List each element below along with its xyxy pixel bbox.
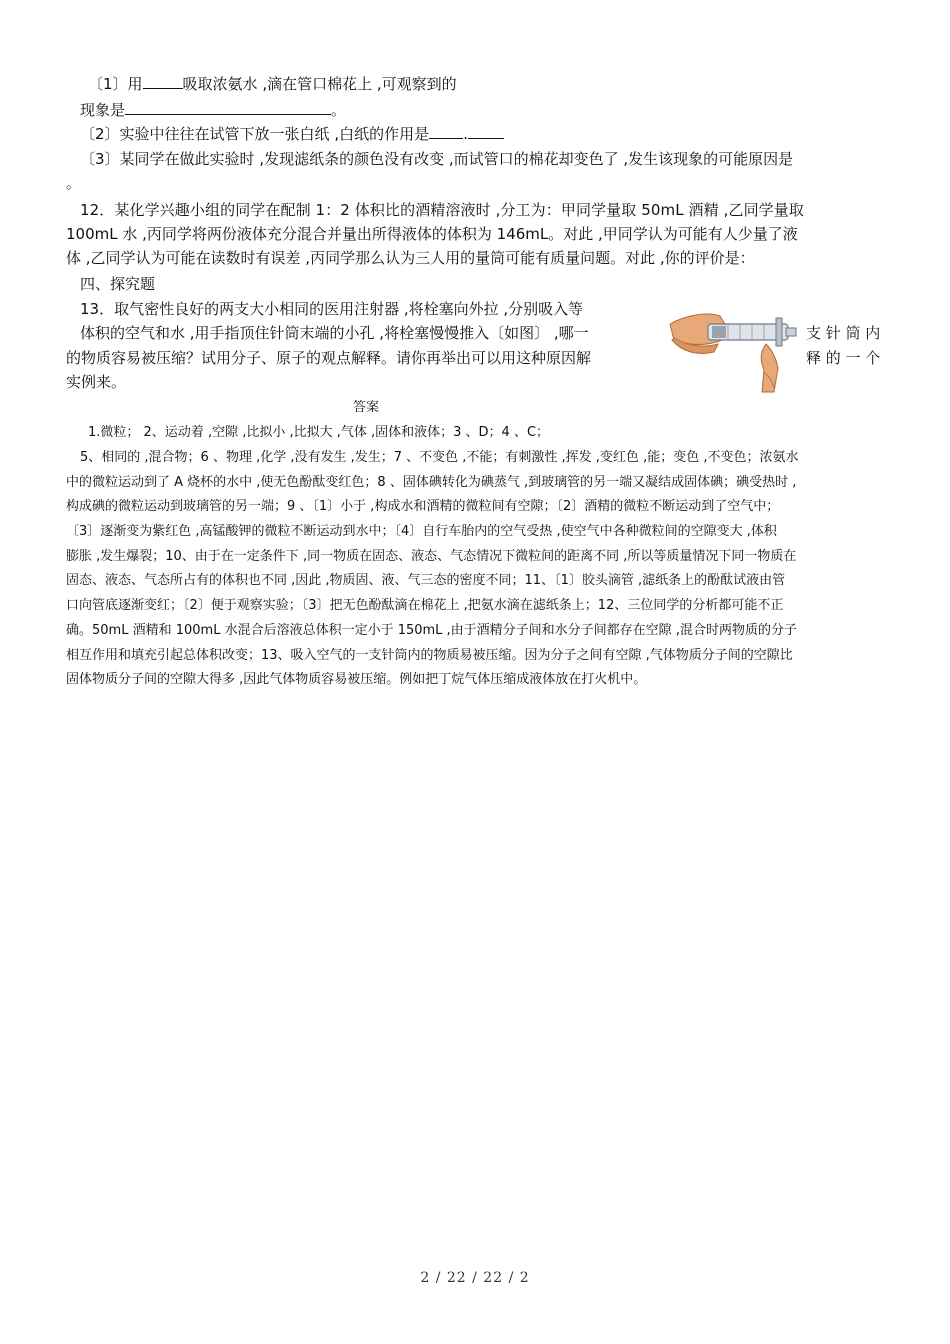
q11-part2-text-b: .	[463, 125, 468, 143]
syringe-illustration	[668, 300, 800, 396]
answer-line: 中的微粒运动到了 A 烧杯的水中 ,使无色酚酞变红色；8 、固体碘转化为碘蒸气 ,到玻璃管的另一端又凝结成固体碘；碘受热时 ,	[66, 475, 797, 490]
answer-line: 1.微粒； 2、运动着 ,空隙 ,比拟小 ,比拟大 ,气体 ,固体和液体；3 、D；4 、C；	[88, 425, 550, 440]
section-heading: 四、探究题	[80, 275, 156, 293]
answers-title: 答案	[353, 400, 380, 415]
answer-line: 口向管底逐渐变红；〔2〕便于观察实验；〔3〕把无色酚酞滴在棉花上 ,把氨水滴在滤纸条上；12、三位同学的分析都可能不正	[66, 598, 784, 613]
q13-line1: 13．取气密性良好的两支大小相同的医用注射器 ,将栓塞向外拉 ,分别吸入等	[80, 300, 584, 318]
answer-line: 确。50mL 酒精和 100mL 水混合后溶液总体积一定小于 150mL ,由于酒精分子间和水分子间都存在空隙 ,混合时两物质的分子	[66, 623, 797, 638]
q11-part1-text-c: 现象是	[80, 101, 126, 119]
page-number: 2 / 22 / 22 / 2	[420, 1270, 530, 1286]
answer-line: 相互作用和填充引起总体积改变；13、吸入空气的一支针筒内的物质易被压缩。因为分子之间有空隙 ,气体物质分子间的空隙比	[66, 648, 793, 663]
q11-part1-text-d: 。	[331, 101, 347, 119]
q13-line2: 体积的空气和水 ,用手指顶住针筒末端的小孔 ,将栓塞慢慢推入〔如图〕 ,哪一	[80, 324, 589, 342]
q11-blank-3	[429, 124, 463, 139]
q11-part1-line2	[80, 100, 346, 120]
answer-line: 5、相同的 ,混合物；6 、物理 ,化学 ,没有发生 ,发生；7 、不变色 ,不能；有刺激性 ,挥发 ,变红色 ,能；变色 ,不变色；浓氨水	[80, 450, 799, 465]
q11-part3-line1: 〔3〕某同学在做此实验时 ,发现滤纸条的颜色没有改变 ,而试管口的棉花却变色了 ,发生该现象的可能原因是	[80, 150, 794, 168]
answer-line: 固体物质分子间的空隙大得多 ,因此气体物质容易被压缩。例如把丁烷气体压缩成液体放在打火机中。	[66, 672, 647, 687]
q11-part1-line1	[88, 74, 457, 94]
q13-line2-right: 支 针 筒 内	[806, 324, 881, 342]
q11-blank-1	[143, 74, 183, 89]
q11-part2-line	[80, 124, 504, 144]
q11-part1-text-b: 吸取浓氨水 ,滴在管口棉花上 ,可观察到的	[182, 75, 457, 93]
q12-line1: 12．某化学兴趣小组的同学在配制 1：2 体积比的酒精溶液时 ,分工为：甲同学量取 50mL 酒精 ,乙同学量取	[80, 201, 804, 219]
q11-blank-2	[125, 100, 331, 115]
q13-line3-right: 释 的 一 个	[806, 349, 881, 367]
q12-line2: 100mL 水 ,丙同学将两份液体充分混合并量出所得液体的体积为 146mL。对此 ,甲同学认为可能有人少量了液	[66, 225, 798, 243]
q12-line3: 体 ,乙同学认为可能在读数时有误差 ,丙同学那么认为三人用的量筒可能有质量问题。对此 ,你的评价是：	[66, 249, 755, 267]
q13-line4: 实例来。	[66, 373, 127, 391]
answer-line: 膨胀 ,发生爆裂；10、由于在一定条件下 ,同一物质在固态、液态、气态情况下微粒间的距离不同 ,所以等质量情况下同一物质在	[66, 549, 797, 564]
q11-part3-line2: 。	[66, 174, 82, 192]
q11-part2-text-a: 〔2〕实验中往往在试管下放一张白纸 ,白纸的作用是	[80, 125, 430, 143]
answer-line: 固态、液态、气态所占有的体积也不同 ,因此 ,物质固、液、气三态的密度不同；11、〔1〕胶头滴管 ,滤纸条上的酚酞试液由管	[66, 573, 786, 588]
q13-line3: 的物质容易被压缩？试用分子、原子的观点解释。请你再举出可以用这种原因解	[66, 349, 592, 367]
q11-blank-4	[468, 124, 504, 139]
answer-line: 〔3〕逐渐变为紫红色 ,高锰酸钾的微粒不断运动到水中；〔4〕自行车胎内的空气受热 ,使空气中各种微粒间的空隙变大 ,体积	[66, 524, 777, 539]
q11-part1-text-a: 〔1〕用	[88, 75, 143, 93]
answer-line: 构成碘的微粒运动到玻璃管的另一端；9 、〔1〕小于 ,构成水和酒精的微粒间有空隙；〔2〕酒精的微粒不断运动到了空气中；	[66, 499, 780, 514]
